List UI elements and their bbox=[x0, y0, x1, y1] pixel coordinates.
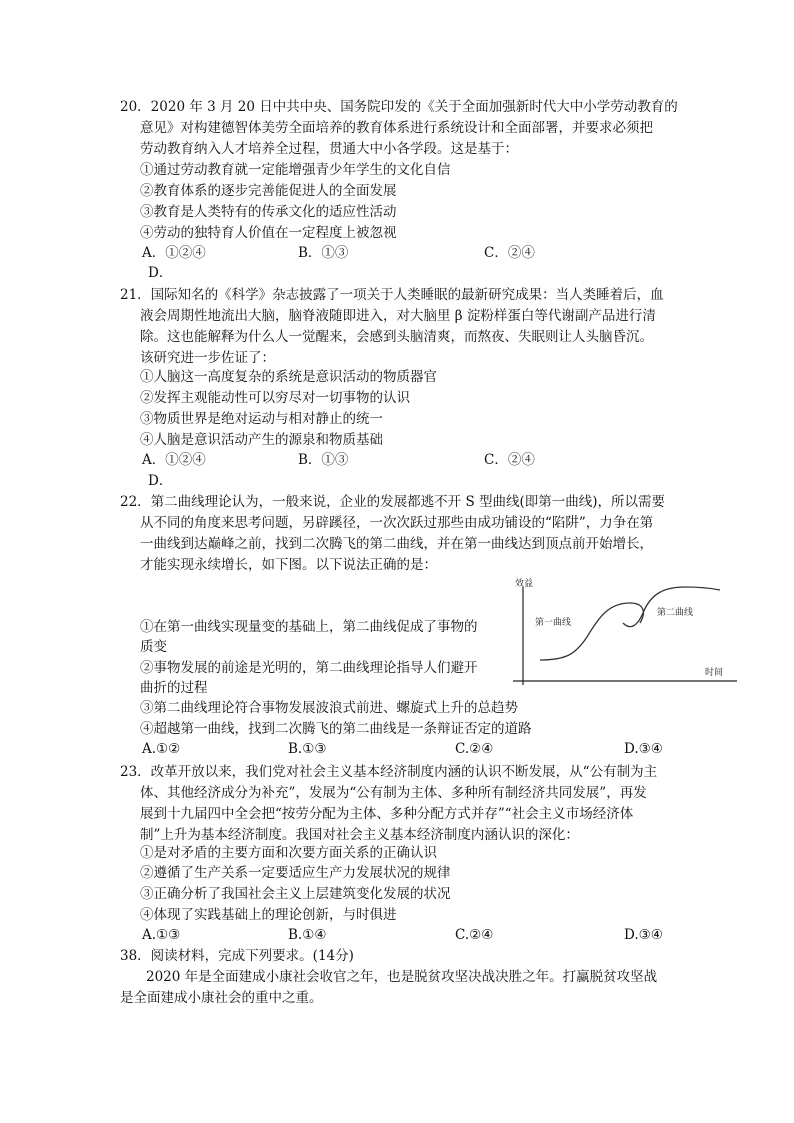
q22-option-2: ②事物发展的前途是光明的，第二曲线理论指导人们避开 bbox=[140, 660, 478, 676]
q22-choice-d: D.③④ bbox=[624, 741, 663, 757]
q21-stem-line-2: 液会周期性地流出大脑，脑脊液随即进入，对大脑里 β 淀粉样蛋白等代谢副产品进行清 bbox=[140, 308, 656, 324]
q23-choice-d: D.③④ bbox=[624, 927, 663, 943]
q20-choice-c: C．②④ bbox=[484, 245, 535, 261]
q21-option-3: ③物质世界是绝对运动与相对静止的统一 bbox=[140, 411, 383, 427]
second-curve-figure bbox=[505, 575, 740, 690]
q23-stem-line-2: 体、其他经济成分为补充”，发展为“公有制为主体、多种所有制经济共同发展”，再发 bbox=[140, 785, 647, 801]
q23-stem-line-3: 展到十九届四中全会把“按劳分配为主体、多种分配方式并存”“社会主义市场经济体 bbox=[140, 806, 634, 822]
q20-stem-line-2: 意见》对构建德智体美劳全面培养的教育体系进行系统设计和全面部署，并要求必须把 bbox=[140, 120, 653, 136]
q23-option-1: ①是对矛盾的主要方面和次要方面关系的正确认识 bbox=[140, 845, 437, 861]
q23-choice-c: C.②④ bbox=[455, 927, 494, 943]
q20-choice-d: D． bbox=[148, 265, 173, 281]
q21-choice-a: A．①②④ bbox=[142, 452, 206, 468]
q21-choice-c: C．②④ bbox=[484, 452, 535, 468]
q22-stem-line-2: 从不同的角度来思考问题，另辟蹊径，一次次跃过那些由成功铺设的“陷阱”，力争在第 bbox=[140, 515, 654, 531]
q22-choice-b: B.①③ bbox=[288, 741, 327, 757]
q22-option-3: ③第二曲线理论符合事物发展波浪式前进、螺旋式上升的总趋势 bbox=[140, 700, 518, 716]
q20-stem-line-1: 20．2020 年 3 月 20 日中共中央、国务院印发的《关于全面加强新时代大中小学劳动教育的 bbox=[120, 99, 678, 115]
q21-option-1: ①人脑这一高度复杂的系统是意识活动的物质器官 bbox=[140, 369, 437, 385]
curve1-label: 第一曲线 bbox=[535, 618, 572, 628]
q38-heading: 38．阅读材料，完成下列要求。(14分) bbox=[120, 948, 354, 964]
q21-stem-line-4: 该研究进一步佐证了： bbox=[140, 350, 275, 366]
q22-option-4: ④超越第一曲线，找到二次腾飞的第二曲线是一条辩证否定的道路 bbox=[140, 721, 532, 737]
q22-option-1: ①在第一曲线实现量变的基础上，第二曲线促成了事物的 bbox=[140, 619, 478, 635]
first-curve bbox=[540, 603, 643, 660]
q21-option-4: ④人脑是意识活动产生的源泉和物质基础 bbox=[140, 432, 383, 448]
q22-choice-c: C.②④ bbox=[455, 741, 494, 757]
q23-option-4: ④体现了实践基础上的理论创新，与时俱进 bbox=[140, 907, 397, 923]
q23-choice-a: A.①③ bbox=[142, 927, 181, 943]
curve2-label: 第二曲线 bbox=[657, 608, 694, 618]
q22-stem-line-3: 一曲线到达巅峰之前，找到二次腾飞的第二曲线，并在第一曲线达到顶点前开始增长， bbox=[140, 536, 653, 552]
q21-choice-d: D． bbox=[148, 473, 173, 489]
q22-stem-line-4: 才能实现永续增长，如下图。以下说法正确的是： bbox=[140, 557, 437, 573]
second-curve bbox=[623, 587, 720, 627]
x-axis-label: 时间 bbox=[705, 668, 724, 678]
q20-option-1: ①通过劳动教育就一定能增强青少年学生的文化自信 bbox=[140, 162, 451, 178]
q21-stem-line-3: 除。这也能解释为什么人一觉醒来，会感到头脑清爽，而熬夜、失眠则让人头脑昏沉。 bbox=[140, 329, 653, 345]
y-axis-label: 效益 bbox=[515, 579, 534, 589]
q20-option-2: ②教育体系的逐步完善能促进人的全面发展 bbox=[140, 183, 397, 199]
q23-stem-line-1: 23．改革开放以来，我们党对社会主义基本经济制度内涵的认识不断发展，从“公有制为主 bbox=[120, 764, 658, 780]
q21-option-2: ②发挥主观能动性可以穷尽对一切事物的认识 bbox=[140, 390, 410, 406]
q20-choice-b: B．①③ bbox=[298, 245, 349, 261]
q22-option-1-cont: 质变 bbox=[140, 639, 167, 655]
q23-option-2: ②遵循了生产关系一定要适应生产力发展状况的规律 bbox=[140, 865, 451, 881]
q38-material-line-2: 是全面建成小康社会的重中之重。 bbox=[120, 990, 323, 1006]
q22-option-2-cont: 曲折的过程 bbox=[140, 680, 208, 696]
q38-material-line-1: 2020 年是全面建成小康社会收官之年，也是脱贫攻坚决战决胜之年。打赢脱贫攻坚战 bbox=[146, 969, 658, 985]
q20-option-4: ④劳动的独特育人价值在一定程度上被忽视 bbox=[140, 225, 397, 241]
q20-option-3: ③教育是人类特有的传承文化的适应性活动 bbox=[140, 204, 397, 220]
q20-choice-a: A．①②④ bbox=[142, 245, 206, 261]
q23-option-3: ③正确分析了我国社会主义上层建筑变化发展的状况 bbox=[140, 886, 451, 902]
q22-stem-line-1: 22．第二曲线理论认为，一般来说，企业的发展都逃不开 S 型曲线(即第一曲线)，所以需要 bbox=[120, 494, 666, 510]
q23-stem-line-4: 制”上升为基本经济制度。我国对社会主义基本经济制度内涵认识的深化： bbox=[140, 827, 579, 843]
q20-stem-line-3: 劳动教育纳入人才培养全过程，贯通大中小各学段。这是基于： bbox=[140, 141, 518, 157]
q22-choice-a: A.①② bbox=[142, 741, 181, 757]
q21-choice-b: B．①③ bbox=[298, 452, 349, 468]
q23-choice-b: B.①④ bbox=[288, 927, 327, 943]
q21-stem-line-1: 21．国际知名的《科学》杂志披露了一项关于人类睡眠的最新研究成果：当人类睡着后，血 bbox=[120, 287, 664, 303]
